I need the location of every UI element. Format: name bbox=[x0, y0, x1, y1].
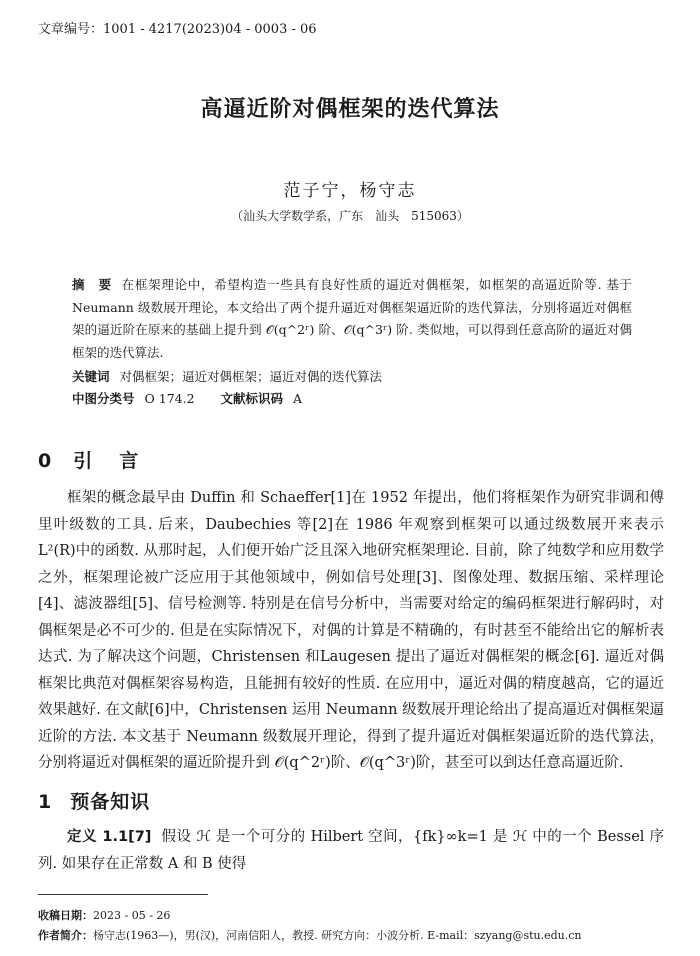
footnote-received bbox=[38, 907, 664, 923]
keywords-line bbox=[72, 367, 632, 385]
clc-value: O 174.2 bbox=[144, 391, 195, 406]
section-title: 引 言 bbox=[73, 450, 143, 472]
received-date: 2023 - 05 - 26 bbox=[93, 909, 171, 922]
clc-label: 中图分类号 bbox=[72, 391, 135, 406]
footnote-divider bbox=[38, 894, 208, 895]
section-number: 0 bbox=[38, 450, 56, 472]
section-heading-introduction bbox=[38, 446, 142, 473]
article-number: 文章编号：1001 - 4217(2023)04 - 0003 - 06 bbox=[38, 22, 317, 37]
abstract-text: 在框架理论中，希望构造一些具有良好性质的逼近对偶框架，如框架的高逼近阶等. 基于 Neumann 级数展开理论，本文给出了两个提升逼近对偶框架逼近阶的迭代算法，分别将逼近对偶框架的逼近阶在原来的基础上提升到 𝒪(q^2ʳ) 阶、𝒪(q^3ʳ) 阶. 类似地，可以得到任意高阶的逼近对偶框架的迭代算法. bbox=[72, 277, 632, 360]
classification-line bbox=[72, 389, 632, 407]
footnote-author bbox=[38, 927, 664, 943]
section-heading-preliminaries bbox=[38, 787, 150, 814]
author-bio: 杨守志(1963—)，男(汉)，河南信阳人，教授. 研究方向：小波分析. E-mail：szyang@stu.edu.cn bbox=[93, 929, 582, 942]
definition-label: 定义 1.1[7] bbox=[67, 829, 152, 845]
author-bio-label: 作者简介： bbox=[38, 929, 93, 942]
section-title: 预备知识 bbox=[70, 791, 151, 813]
doc-code-label: 文献标识码 bbox=[220, 391, 284, 406]
received-label: 收稿日期： bbox=[38, 909, 93, 922]
keywords-label: 关键词 bbox=[72, 369, 110, 384]
definition-block bbox=[38, 824, 664, 877]
definition-text: 假设 ℋ 是一个可分的 Hilbert 空间，{fk}∞k=1 是 ℋ 中的一个 Bessel 序列. 如果存在正常数 A 和 B 使得 bbox=[38, 829, 665, 872]
introduction-paragraph bbox=[38, 485, 664, 777]
affiliation: （汕头大学数学系，广东 汕头 515063） bbox=[231, 209, 469, 223]
doc-code-value: A bbox=[293, 391, 303, 406]
abstract-label: 摘 要 bbox=[72, 277, 112, 292]
abstract-block bbox=[72, 274, 632, 364]
paragraph-text: 框架的概念最早由 Duffin 和 Schaeffer[1]在 1952 年提出，他们将框架作为研究非调和傅里叶级数的工具. 后来，Daubechies 等[2]在 1986 年观察到框架可以通过级数展开来表示 L²(R)中的函数. 从那时起，人们便开始广泛且深入地研究框架理论. 目前，除了纯数学和应用数学之外，框架理论被广泛应用于其他领域中，例如信号处理[3]、图像处理、数据压缩、采样理论[4]、滤波器组[5]、信号检测等. 特别是在信号分析中，当需要对给定的编码框架进行解码时，对偶框架是必不可少的. 但是在实际情况下，对偶的计算是不精确的，有时甚至不能给出它的解析表达式. 为了解决这个问题，Christensen 和Laugesen 提出了逼近对偶框架的概念[6]. 逼近对偶框架比典范对偶框架容易构造，且能拥有较好的性质. 在应用中，逼近对偶的精度越高，它的逼近效果越好. 在文献[6]中，Christensen 运用 Neumann 级数展开理论给出了提高逼近对偶框架逼近阶的方法. 本文基于 Neumann 级数展开理论，得到了提升逼近对偶框架逼近阶的迭代算法，分别将逼近对偶框架的逼近阶提升到 𝒪(q^2ʳ)阶、𝒪(q^3ʳ)阶，甚至可以到达任意高逼近阶. bbox=[38, 490, 664, 771]
section-number: 1 bbox=[38, 791, 53, 813]
author-line: 范子宁，杨守志 bbox=[283, 181, 417, 201]
paper-title: 高逼近阶对偶框架的迭代算法 bbox=[200, 97, 500, 122]
keywords-text: 对偶框架；逼近对偶框架；逼近对偶的迭代算法 bbox=[119, 369, 383, 384]
